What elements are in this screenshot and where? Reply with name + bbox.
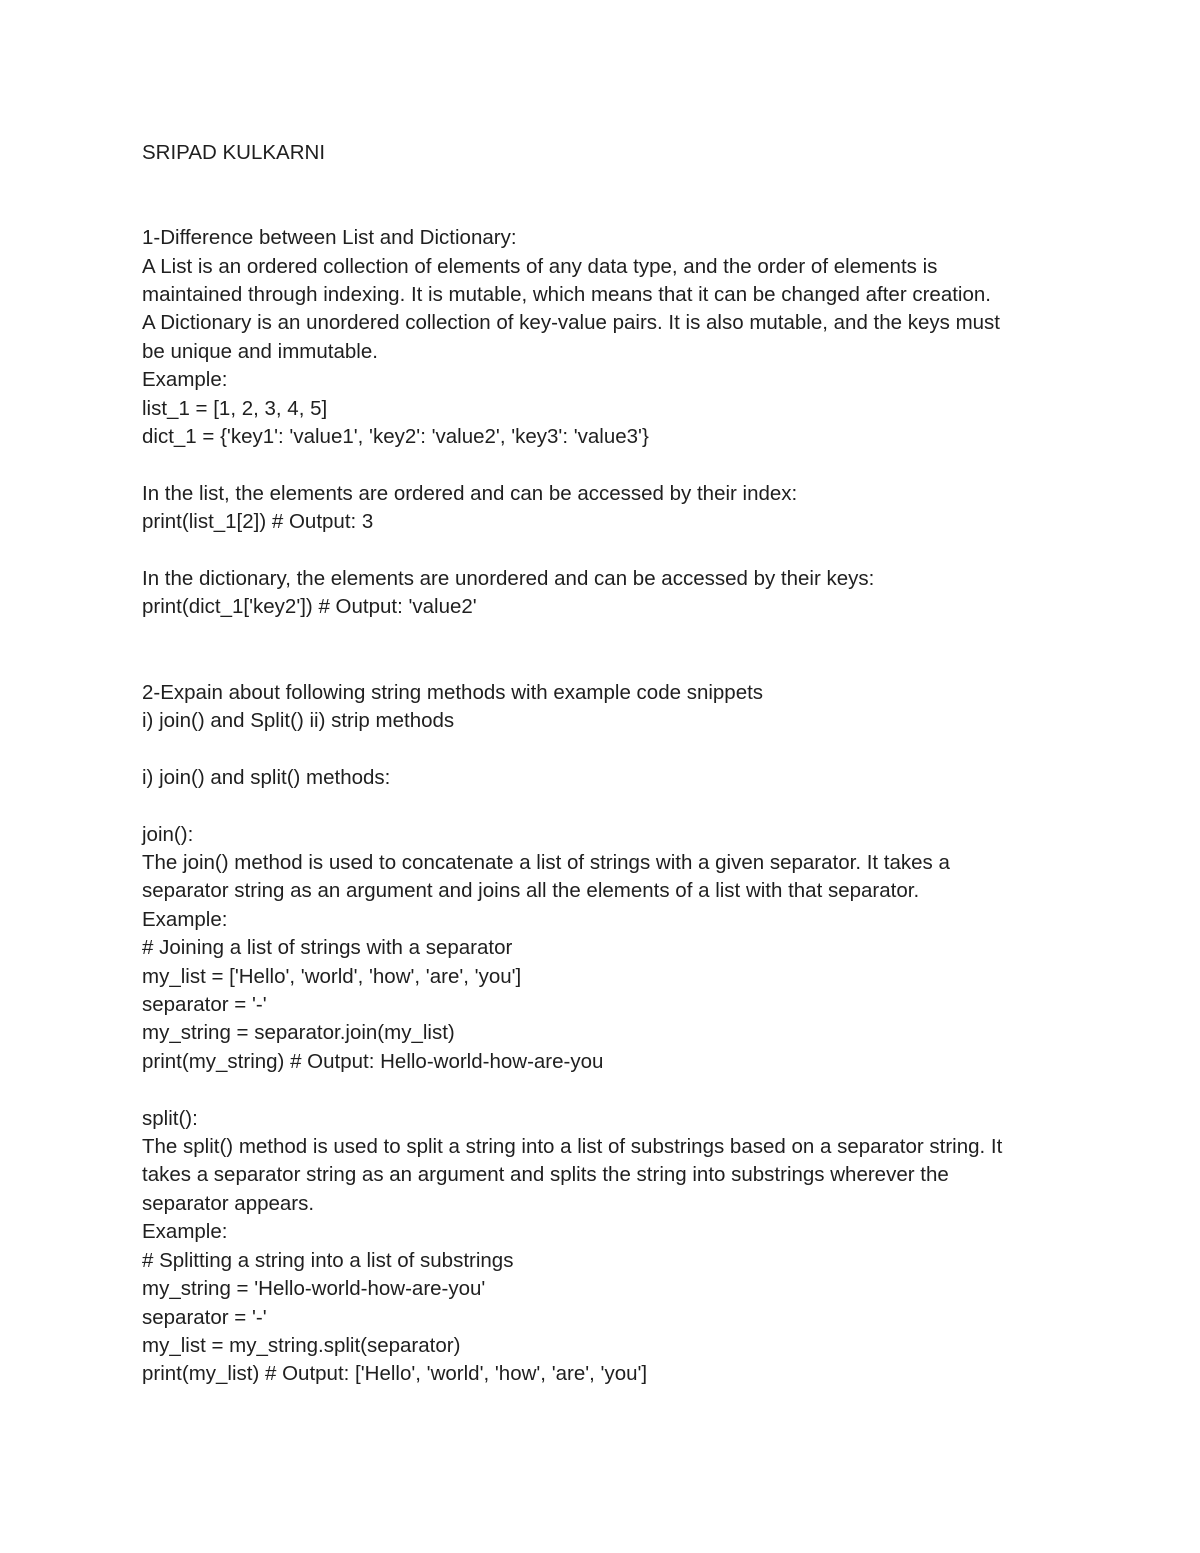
- split-code-line: my_string = 'Hello-world-how-are-you': [142, 1277, 486, 1301]
- blank-line: [142, 735, 1072, 763]
- split-description-line: takes a separator string as an argument and splits the string into substrings wherever the: [142, 1163, 949, 1187]
- join-code-line: my_list = ['Hello', 'world', 'how', 'are', 'you']: [142, 964, 522, 988]
- join-title: join():: [142, 822, 194, 846]
- join-description-line: separator string as an argument and joins all the elements of a list with that separator.: [142, 879, 920, 903]
- join-code-line: # Joining a list of strings with a separator: [142, 936, 513, 960]
- split-description-line: separator appears.: [142, 1191, 315, 1215]
- q1-list-definition-line: maintained through indexing. It is mutable, which means that it can be changed after creation.: [142, 283, 991, 306]
- q1-example-label: Example:: [142, 368, 228, 392]
- q1-list-note: In the list, the elements are ordered and can be accessed by their index:: [142, 481, 798, 505]
- blank-line: [142, 196, 1072, 224]
- blank-line: [142, 650, 1072, 678]
- q1-example-code-line: dict_1 = {'key1': 'value1', 'key2': 'value2', 'key3': 'value3'}: [142, 425, 649, 449]
- document-body: [142, 139, 1072, 1389]
- join-description-line: The join() method is used to concatenate a list of strings with a given separator. It takes a: [142, 851, 950, 875]
- join-code-line: separator = '-': [142, 993, 267, 1017]
- q1-list-definition-line: A List is an ordered collection of elements of any data type, and the order of elements is: [142, 254, 938, 278]
- q1-list-print: print(list_1[2]) # Output: 3: [142, 510, 374, 534]
- blank-line: [142, 792, 1072, 820]
- blank-line: [142, 167, 1072, 195]
- split-example-label: Example:: [142, 1220, 228, 1244]
- join-example-label: Example:: [142, 907, 228, 931]
- split-code-line: separator = '-': [142, 1305, 267, 1329]
- split-title: split():: [142, 1106, 198, 1130]
- blank-line: [142, 1076, 1072, 1104]
- blank-line: [142, 451, 1072, 479]
- split-code-line: my_list = my_string.split(separator): [142, 1333, 461, 1357]
- q2-subheading: i) join() and Split() ii) strip methods: [142, 709, 455, 733]
- blank-line: [142, 537, 1072, 565]
- q1-dict-definition-line: A Dictionary is an unordered collection of key-value pairs. It is also mutable, and the keys must: [142, 311, 1001, 335]
- q1-dict-print: print(dict_1['key2']) # Output: 'value2': [142, 595, 477, 619]
- q2-heading: 2-Expain about following string methods with example code snippets: [142, 680, 764, 704]
- author-name: SRIPAD KULKARNI: [142, 141, 326, 164]
- split-description-line: The split() method is used to split a string into a list of substrings based on a separator string. It: [142, 1135, 1003, 1159]
- q1-dict-definition-line: be unique and immutable.: [142, 339, 378, 363]
- join-code-line: my_string = separator.join(my_list): [142, 1021, 455, 1045]
- q2-section-title: i) join() and split() methods:: [142, 765, 391, 789]
- split-code-line: # Splitting a string into a list of substrings: [142, 1248, 514, 1272]
- q1-example-code-line: list_1 = [1, 2, 3, 4, 5]: [142, 396, 328, 420]
- join-code-line: print(my_string) # Output: Hello-world-how-are-you: [142, 1049, 604, 1073]
- q1-heading: 1-Difference between List and Dictionary:: [142, 226, 517, 250]
- blank-line: [142, 622, 1072, 650]
- q1-dict-note: In the dictionary, the elements are unordered and can be accessed by their keys:: [142, 567, 875, 591]
- split-code-line: print(my_list) # Output: ['Hello', 'world', 'how', 'are', 'you']: [142, 1362, 648, 1386]
